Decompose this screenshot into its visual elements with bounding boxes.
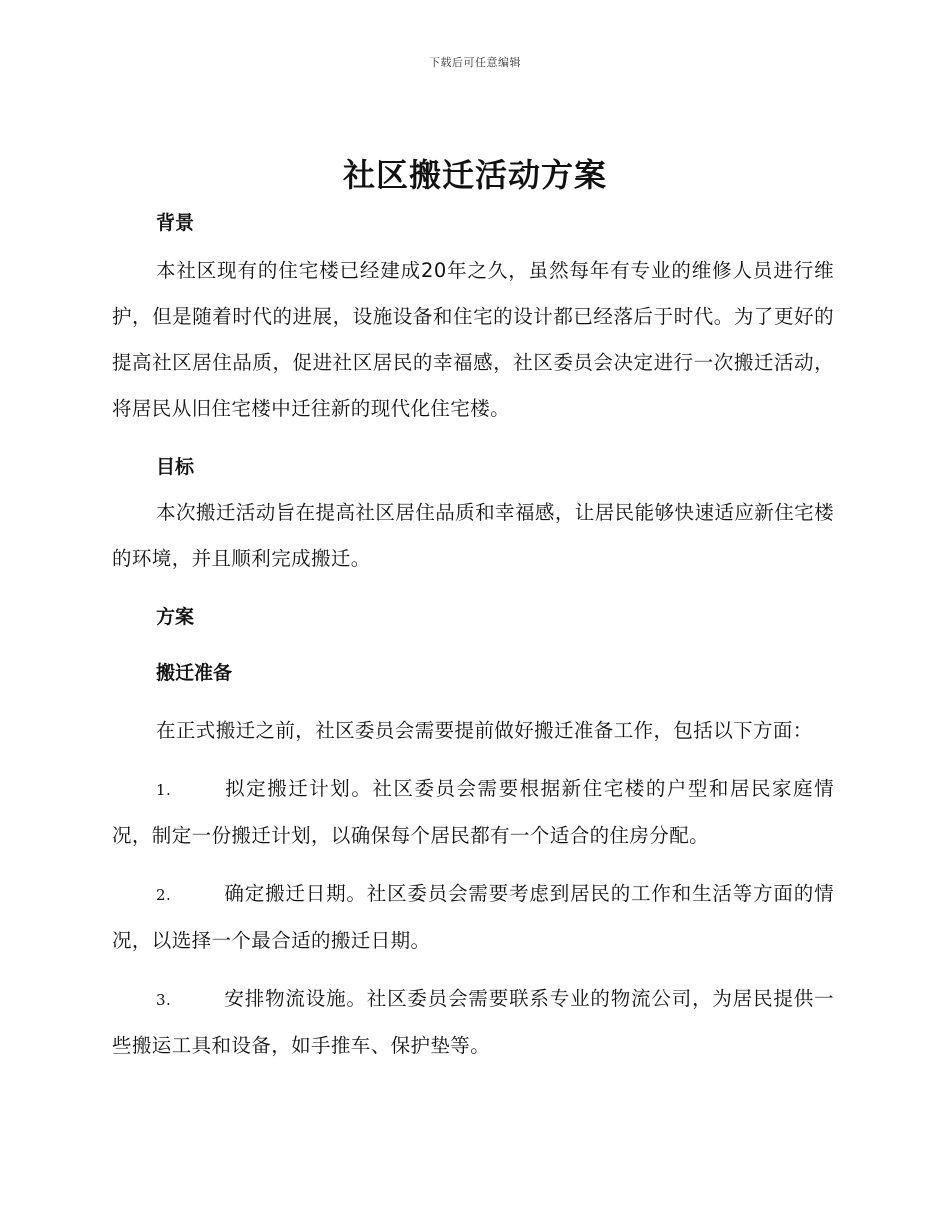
- document-body: [112, 200, 834, 1081]
- paragraph-goal: 本次搬迁活动旨在提高社区居住品质和幸福感，让居民能够快速适应新住宅楼的环境，并且顺利完成搬迁。: [112, 501, 834, 570]
- page-title: 社区搬迁活动方案: [342, 156, 607, 194]
- list-item: [112, 976, 834, 1069]
- subsection-heading-preparation: 搬迁准备: [156, 662, 233, 684]
- list-item: [112, 871, 834, 964]
- section-heading-background: 背景: [156, 212, 195, 234]
- section-heading-plan: 方案: [156, 606, 195, 628]
- paragraph-preparation-intro: 在正式搬迁之前，社区委员会需要提前做好搬迁准备工作，包括以下方面：: [156, 719, 813, 742]
- section-heading-goal: 目标: [156, 456, 195, 478]
- list-item-number: 2.: [156, 886, 172, 904]
- paragraph-background: 本社区现有的住宅楼已经建成20年之久，虽然每年有专业的维修人员进行维护，但是随着时代的进展，设施设备和住宅的设计都已经落后于时代。为了更好的提高社区居住品质，促进社区居民的幸福感，社区委员会决定进行一次搬迁活动，将居民从旧住宅楼中迁往新的现代化住宅楼。: [112, 259, 834, 420]
- list-item-text: 安排物流设施。社区委员会需要联系专业的物流公司，为居民提供一些搬运工具和设备，如手推车、保护垫等。: [112, 987, 834, 1057]
- list-item-text: 确定搬迁日期。社区委员会需要考虑到居民的工作和生活等方面的情况，以选择一个最合适的搬迁日期。: [112, 882, 834, 952]
- list-item-number: 3.: [156, 991, 172, 1009]
- header-note: 下载后可任意编辑: [429, 56, 521, 69]
- list-item-text: 拟定搬迁计划。社区委员会需要根据新住宅楼的户型和居民家庭情况，制定一份搬迁计划，以确保每个居民都有一个适合的住房分配。: [112, 777, 834, 847]
- list-item-number: 1.: [156, 781, 172, 799]
- list-item: [112, 766, 834, 859]
